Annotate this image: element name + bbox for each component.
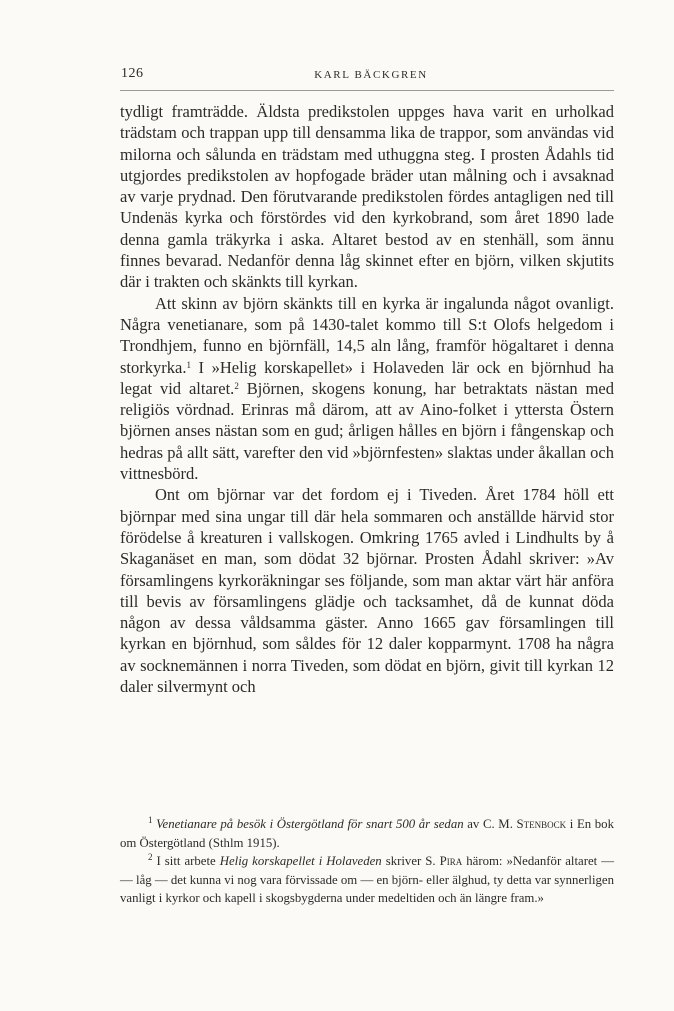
footnote-2-title: Helig korskapellet i Holaveden	[219, 854, 382, 869]
footnote-2-quote: härom: »Nedanför altaret — — låg — det kunna vi nog vara förvissade om — en björn- eller älghud, ty detta var synnerligen vanligt i kyrkor och kapell i skogsbygderna under medeltiden och än längre fram.»	[120, 854, 615, 906]
footnote-2-marker: 2	[148, 852, 153, 863]
page-number: 126	[121, 66, 144, 81]
footnote-ref-1: 1	[186, 359, 191, 370]
footnote-1-author: Stenbock	[516, 817, 567, 831]
footnotes	[120, 815, 614, 908]
footnote-ref-2: 2	[234, 380, 239, 391]
paragraph-3: Ont om björnar var det fordom ej i Tiveden. Året 1784 höll ett björnpar med sina ungar till där hela sommaren och anställde härvid stor förödelse å kreaturen i vallskogen. Omkring 1765 avled i Lindhults by å Skaganäset en man, som dödat 32 björnar. Prosten Ådahl skriver: »Av församlingens kyrkoräkningar ses följande, som man aktar värt här anföra till bevis av församlingens glädje och tacksamhet, då de kunnat döda någon av dessa våldsamma gäster. Anno 1665 gav församlingen till kyrkan en björnhud, som såldes för 12 daler kopparmynt. 1708 ha några av socknemännen i norra Tiveden, som dödat en björn, givit till kyrkan 12 daler silvermynt och	[120, 485, 614, 697]
footnote-1-source: i En bok om Östergötland (Sthlm 1915).	[120, 817, 614, 850]
paragraph-2-part-2: I »Helig korskapellet» i Holaveden lär ock en björnhud ha legat vid altaret.	[120, 357, 614, 398]
paragraph-1: tydligt framträdde. Äldsta predikstolen uppges hava varit en urholkad trädstam och trappan upp till densamma lika de trappor, som användas vid milorna och sålunda en trädstam med uthuggna steg. I prosten Ådahls tid utgjordes predikstolen av hopfogade bräder utan målning och i avsaknad av varje prydnad. Den förutvarande predikstolen fördes antagligen ned till Undenäs kyrka och förstördes vid den kyrkobrand, som året 1890 lade denna gamla träkyrka i aska. Altaret bestod av en stenhäll, som ännu finnes bevarad. Nedanför denna låg skinnet efter en björn, vilken skjutits där i trakten och skänkts till kyrkan.	[120, 102, 614, 292]
footnote-2	[120, 852, 614, 908]
footnote-1	[120, 815, 614, 852]
footnote-1-title: Venetianare på besök i Östergötland för snart 500 år sedan	[156, 817, 464, 831]
body-text	[120, 101, 614, 697]
paragraph-2	[120, 293, 614, 485]
footnote-2-author: Pira	[439, 854, 463, 869]
footnote-2-text: I sitt arbete	[152, 854, 220, 869]
footnote-1-text: av C. M.	[463, 817, 517, 831]
footnote-2-mid: skriver S.	[381, 854, 440, 869]
running-head: KARL BÄCKGREN	[314, 69, 428, 81]
page-header	[120, 66, 614, 91]
paragraph-2-part-1: Att skinn av björn skänkts till en kyrka är ingalunda något ovanligt. Några venetianare, som på 1430-talet kommo till S:t Olofs helgedom i Trondhjem, funno en björnfäll, 14,5 aln lång, framför högaltaret i denna storkyrka.	[120, 293, 614, 377]
footnote-1-marker: 1	[148, 815, 153, 825]
paragraph-2-part-3: Björnen, skogens konung, har betraktats nästan med religiös vördnad. Erinras må därom, att av Aino-folket i yttersta Östern björnen anses nästan som en gud; årligen hålles en björn i fångenskap och hedras på allt sätt, varefter den vid »björnfesten» slaktas under åkallan och vittnesbörd.	[120, 378, 614, 484]
